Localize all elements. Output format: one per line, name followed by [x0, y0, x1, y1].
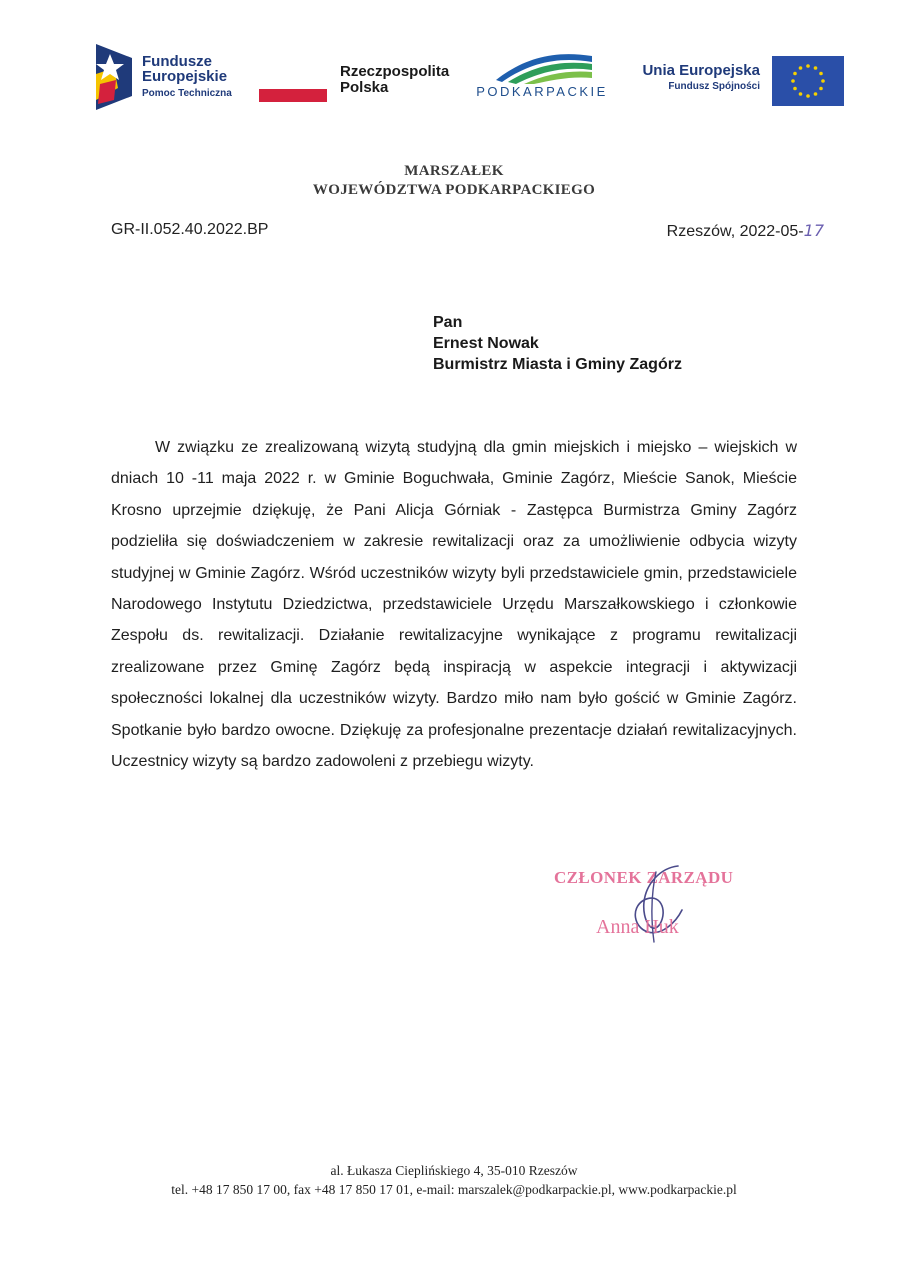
footer: [0, 1161, 900, 1199]
recipient-salutation: Pan: [433, 314, 463, 331]
unia-line1: Unia Europejska: [642, 62, 760, 79]
polish-flag-icon: [259, 76, 327, 102]
fundusze-line1: Fundusze: [142, 53, 212, 70]
signature-title: CZŁONEK ZARZĄDU: [554, 868, 734, 887]
footer-contact: tel. +48 17 850 17 00, fax +48 17 850 17 01, e-mail: marszalek@podkarpackie.pl, www.podkarpackie.pl: [171, 1182, 737, 1197]
footer-address: al. Łukasza Cieplińskiego 4, 35-010 Rzeszów: [330, 1163, 578, 1178]
fundusze-europejskie-logo: [96, 44, 256, 110]
rzeczpospolita-line1: Rzeczpospolita: [340, 63, 450, 80]
podkarpackie-text: PODKARPACKIE: [476, 84, 608, 99]
unia-line2: Fundusz Spójności: [668, 81, 760, 92]
fundusze-line3: Pomoc Techniczna: [142, 88, 232, 99]
recipient-title: Burmistrz Miasta i Gminy Zagórz: [433, 356, 682, 373]
fundusze-europejskie-mark-icon: [96, 44, 132, 110]
issuer-line1: MARSZAŁEK: [404, 163, 504, 179]
recipient-block: [433, 312, 682, 375]
date-handwritten-day: 17: [803, 221, 824, 240]
date-printed: Rzeszów, 2022-05-: [666, 223, 804, 240]
letter-body: W związku ze zrealizowaną wizytą studyjną dla gmin miejskich i miejsko – wiejskich w dniach 10 -11 maja 2022 r. w Gminie Boguchwała, Gminie Zagórz, Mieście Sanok, Mieście Krosno uprzejmie dziękuję, że Pani Alicja Górniak - Zastępca Burmistrza Gminy Zagórz podzieliła się doświadczeniem w zakresie rewitalizacji oraz za umożliwienie odbycia wizyty studyjnej w Gminie Zagórz. Wśród uczestników wizyty byli przedstawiciele gmin, przedstawiciele Narodowego Instytutu Dziedzictwa, przedstawiciele Urzędu Marszałkowskiego i członkowie Zespołu ds. rewitalizacji. Działanie rewitalizacyjne wynikające z programu rewitalizacji zrealizowane przez Gminę Zagórz będą inspiracją w aspekcie integracji i aktywizacji społeczności lokalnej dla uczestników wizyty. Bardzo miło nam było gościć w Gminie Zagórz. Spotkanie było bardzo owocne. Dziękuję za profesjonalne prezentacje działań rewitalizacyjnych. Uczestnicy wizyty są bardzo zadowoleni z przebiegu wizyty.: [111, 439, 797, 771]
issuer-line2: WOJEWÓDZTWA PODKARPACKIEGO: [312, 182, 596, 198]
logo-bar: [96, 40, 856, 112]
recipient-name: Ernest Nowak: [433, 335, 539, 352]
signature-name: Anna Huk: [596, 916, 679, 938]
unia-europejska-logo: [632, 54, 856, 106]
rzeczpospolita-line2: Polska: [340, 79, 389, 96]
issuer-header: [0, 162, 900, 200]
reference-number: GR-II.052.40.2022.BP: [111, 221, 269, 238]
rzeczpospolita-polska-logo: [259, 62, 459, 106]
eu-flag-icon: [772, 56, 844, 106]
podkarpackie-logo: [472, 48, 612, 104]
signature-stamp: [540, 862, 770, 952]
podkarpackie-wave-icon: [494, 48, 594, 84]
fundusze-line2: Europejskie: [142, 68, 228, 85]
letter-date: [667, 221, 824, 241]
